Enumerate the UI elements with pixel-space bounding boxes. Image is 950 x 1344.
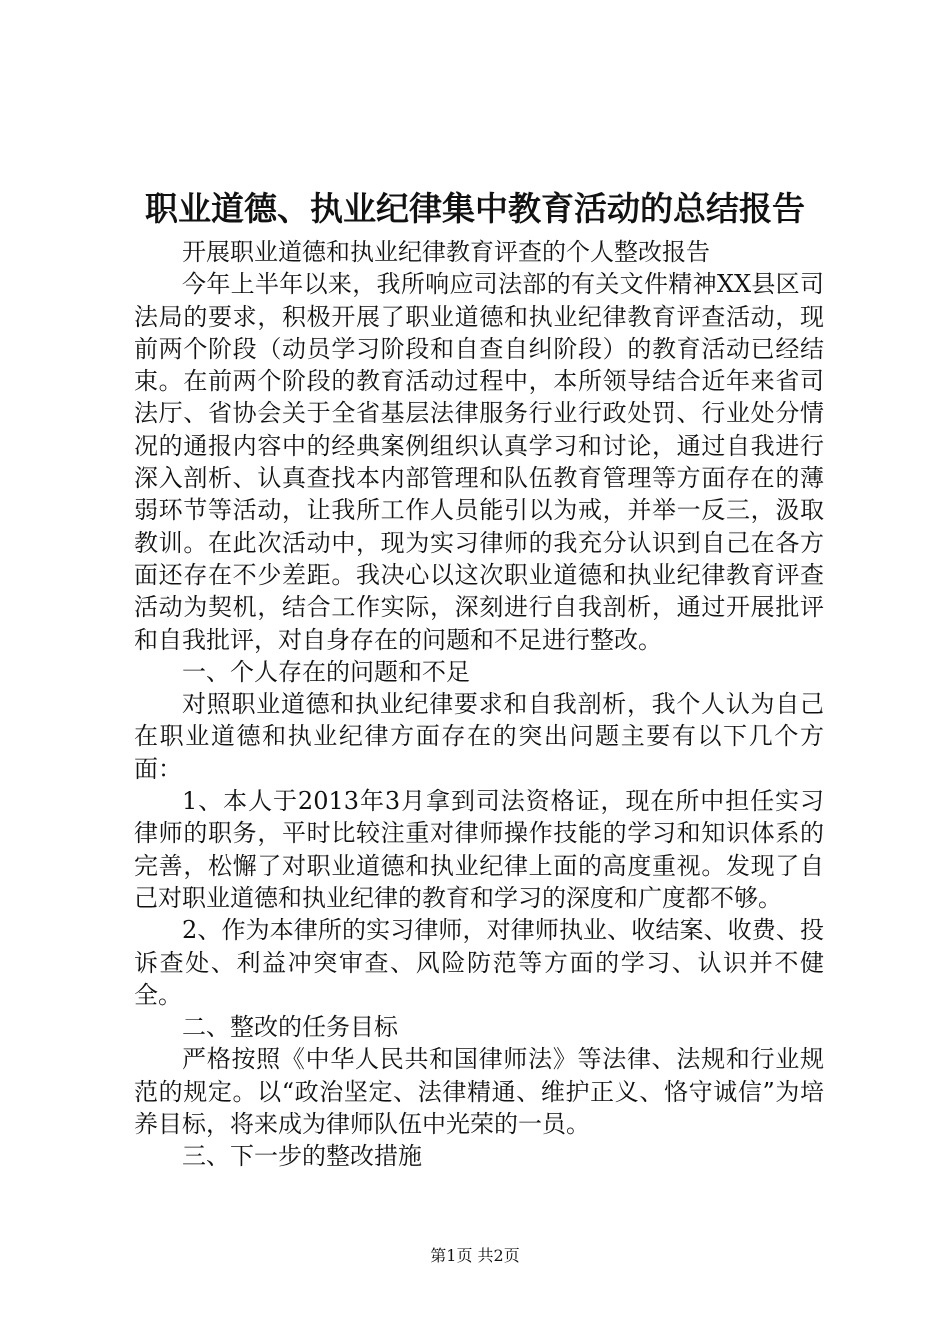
body-paragraph: 对照职业道德和执业纪律要求和自我剖析，我个人认为自己在职业道德和执业纪律方面存在的突出问题主要有以下几个方面： bbox=[134, 690, 824, 783]
section-heading-2: 二、整改的任务目标 bbox=[182, 1013, 398, 1042]
list-item-2: 2、作为本律所的实习律师，对律师执业、收结案、收费、投诉查处、利益冲突审查、风险防范等方面的学习、认识并不健全。 bbox=[134, 916, 824, 1009]
intro-paragraph: 今年上半年以来，我所响应司法部的有关文件精神XX县区司法局的要求，积极开展了职业道德和执业纪律教育评查活动，现前两个阶段（动员学习阶段和自查自纠阶段）的教育活动已经结束。在前两个阶段的教育活动过程中，本所领导结合近年来省司法厅、省协会关于全省基层法律服务行业行政处罚、行业处分情况的通报内容中的经典案例组织认真学习和讨论，通过自我进行深入剖析、认真查找本内部管理和队伍教育管理等方面存在的薄弱环节等活动，让我所工作人员能引以为戒，并举一反三，汲取教训。在此次活动中，现为实习律师的我充分认识到自己在各方面还存在不少差距。我决心以这次职业道德和执业纪律教育评查活动为契机，结合工作实际，深刻进行自我剖析，通过开展批评和自我批评，对自身存在的问题和不足进行整改。 bbox=[134, 270, 824, 654]
subtitle-paragraph: 开展职业道德和执业纪律教育评查的个人整改报告 bbox=[182, 238, 710, 266]
body-paragraph: 严格按照《中华人民共和国律师法》等法律、法规和行业规范的规定。以“政治坚定、法律精通、维护正义、恪守诚信”为培养目标，将来成为律师队伍中光荣的一员。 bbox=[134, 1045, 824, 1139]
document-body bbox=[134, 236, 824, 1173]
section-heading-1: 一、个人存在的问题和不足 bbox=[182, 657, 470, 686]
page-number-footer: 第1页 共2页 bbox=[430, 1246, 520, 1265]
list-item-1: 1、本人于2013年3月拿到司法资格证，现在所中担任实习律师的职务，平时比较注重对律师操作技能的学习和知识体系的完善，松懈了对职业道德和执业纪律上面的高度重视。发现了自己对职业道德和执业纪律的教育和学习的深度和广度都不够。 bbox=[134, 787, 824, 912]
document-title: 职业道德、执业纪律集中教育活动的总结报告 bbox=[145, 189, 805, 228]
section-heading-3: 三、下一步的整改措施 bbox=[182, 1142, 422, 1171]
